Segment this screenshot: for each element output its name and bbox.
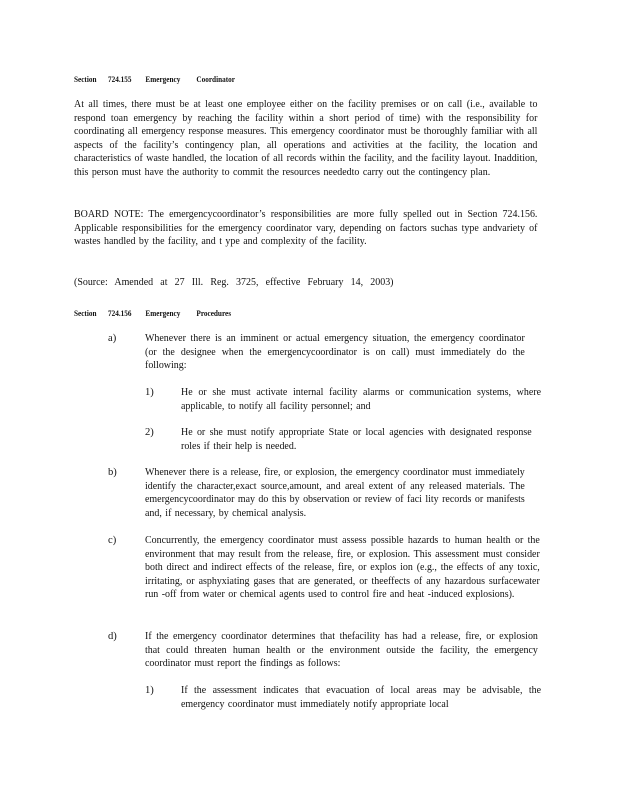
section-heading-724-155: Section 724.155 Emergency Coordinator: [74, 74, 235, 84]
item-a1-text: He or she must activate internal facility alarms or communication systems, where applicable, to notify all facility personnel; and: [181, 387, 542, 412]
item-label: c): [108, 535, 117, 546]
item-d-text: If the emergency coordinator determines that thefacility has had a release, fire, or explosion that could threaten human health or the environment outside the facility, the emergency coordinator must report the findings as follows:: [145, 631, 538, 670]
section-heading-724-156: Section 724.156 Emergency Procedures: [74, 308, 232, 318]
item-a-text: Whenever there is an imminent or actual emergency situation, the emergency coordinator (or the designee when the emergencycoordinator is on call) must immediately do the following:: [145, 333, 525, 372]
item-c-text: Concurrently, the emergency coordinator must assess possible hazards to human health or the environment that may result from the release, fire, or explosion. This assessment must consider both direct and indirect effects of the release, fire, or explos ion (e.g., the effects of any toxic, irritating, or asphyxiating gases that are generated, or theeffects of any hazardous surfacewater run -off from water or chemical agents used to control fire and heat -induced explosions).: [145, 535, 540, 601]
item-b-text: Whenever there is a release, fire, or explosion, the emergency coordinator must immediately identify the character,exact source,amount, and areal extent of any released materials. The emergencycoordinator may do this by observation or review of faci lity records or manifests and, if necessary, by chemical analysis.: [145, 467, 525, 519]
item-label: b): [108, 467, 117, 478]
board-note: BOARD NOTE: The emergencycoordinator’s responsibilities are more fully spelled out in Section 724.156. Applicable responsibilities for the emergency coordinator vary, depending on factors suchas type andvariety of wastes handled by the facility, and t ype and complexity of the facility.: [74, 209, 538, 248]
item-label: d): [108, 631, 117, 642]
item-a2-text: He or she must notify appropriate State or local agencies with designated response roles if their help is needed.: [181, 427, 532, 452]
coordinator-paragraph: At all times, there must be at least one employee either on the facility premises or on call (i.e., available to respond toan emergency by reaching the facility within a short period of time) with the responsibility for coordinating all emergency response measures. This emergency coordinator must be thoroughly familiar with all aspects of the facility’s contingency plan, all operations and activities at the facility, the location and characteristics of waste handled, the location of all records within the facility, and the facility layout. Inaddition, this person must have the authority to commit the resources neededto carry out the contingency plan.: [74, 99, 538, 178]
subitem-label: 2): [145, 427, 154, 438]
item-label: a): [108, 333, 117, 344]
item-d1-text: If the assessment indicates that evacuation of local areas may be advisable, the emergency coordinator must immediately notify appropriate local: [181, 685, 542, 710]
source-note: (Source: Amended at 27 Ill. Reg. 3725, effective February 14, 2003): [74, 277, 394, 288]
subitem-label: 1): [145, 685, 154, 696]
subitem-label: 1): [145, 387, 154, 398]
